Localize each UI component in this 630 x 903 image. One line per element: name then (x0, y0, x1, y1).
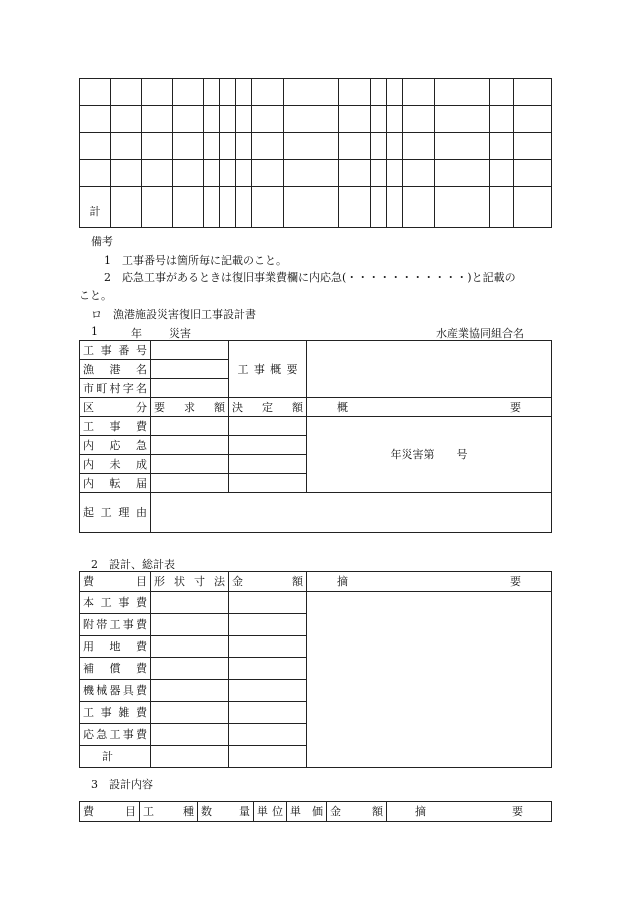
note-2-line1: 2 応急工事があるときは復旧事業費欄に内応急(・・・・・・・・・・・)と記載の (104, 271, 516, 284)
grid-row (80, 79, 552, 106)
s2-cell[interactable] (151, 592, 229, 614)
s3-tanka-header: 単価 (287, 802, 327, 822)
s2-cell[interactable] (229, 746, 307, 768)
koujihi-request[interactable] (151, 417, 229, 436)
city-value[interactable] (151, 379, 229, 398)
request-header: 要求額 (151, 398, 229, 417)
s2-row-label: 工事雑費 (80, 702, 151, 724)
work-no-value[interactable] (151, 341, 229, 360)
s3-summary-header: 摘 要 (387, 802, 552, 822)
grid-total-row (80, 187, 552, 228)
notes-title: 備考 (91, 235, 113, 248)
koujihi-decided[interactable] (229, 417, 307, 436)
section2-title: 2 設計、総計表 (91, 558, 175, 571)
s2-total-label: 計 (80, 746, 151, 768)
s2-cell[interactable] (151, 680, 229, 702)
kubun-header: 区分 (80, 398, 151, 417)
s2-kingaku-header: 金額 (229, 572, 307, 592)
disaster-label: 災害 (169, 327, 191, 340)
form1-table (79, 340, 552, 533)
koujihi-label: 工事費 (80, 417, 151, 436)
org-label: 水産業協同組合名 (436, 327, 524, 340)
decided-header: 決定額 (229, 398, 307, 417)
s2-cell[interactable] (229, 636, 307, 658)
s3-shu-header: 工種 (140, 802, 198, 822)
port-name-label: 漁港名 (80, 360, 151, 379)
port-name-value[interactable] (151, 360, 229, 379)
s2-row-label: 補償費 (80, 658, 151, 680)
reason-label: 起工理由 (80, 493, 151, 533)
s2-cell[interactable] (229, 592, 307, 614)
section-ro-title: ロ 漁港施設災害復旧工事設計書 (91, 308, 256, 321)
top-grid-table (79, 78, 552, 228)
s3-himoku-header: 費目 (80, 802, 140, 822)
ouky-label: 内応急 (80, 436, 151, 455)
s2-cell[interactable] (229, 724, 307, 746)
ouky-decided[interactable] (229, 436, 307, 455)
note-2-line2: こと。 (79, 289, 112, 302)
s2-cell[interactable] (151, 636, 229, 658)
s2-himoku-header: 費目 (80, 572, 151, 592)
tentodoke-decided[interactable] (229, 474, 307, 493)
work-summary-label: 工事概要 (229, 341, 307, 398)
city-label: 市町村字名 (80, 379, 151, 398)
form-number: 1 (91, 325, 98, 338)
mikansei-decided[interactable] (229, 455, 307, 474)
year-label: 年 (131, 327, 142, 340)
section2-table (79, 571, 552, 768)
s2-cell[interactable] (151, 724, 229, 746)
tentodoke-label: 内転届 (80, 474, 151, 493)
s2-summary-header: 摘 要 (307, 572, 552, 592)
s2-cell[interactable] (229, 680, 307, 702)
ouky-request[interactable] (151, 436, 229, 455)
work-summary-value[interactable] (307, 341, 552, 398)
disaster-number: 年災害第 号 (307, 417, 552, 493)
reason-value[interactable] (151, 493, 552, 533)
s2-row-label: 附帯工事費 (80, 614, 151, 636)
s2-summary-value[interactable] (307, 592, 552, 768)
mikansei-request[interactable] (151, 455, 229, 474)
s2-keijou-header: 形状寸法 (151, 572, 229, 592)
s2-cell[interactable] (151, 746, 229, 768)
s3-suryo-header: 数量 (198, 802, 254, 822)
total-label: 計 (80, 187, 111, 228)
s2-cell[interactable] (151, 658, 229, 680)
note-1: 1 工事番号は箇所毎に記載のこと。 (104, 254, 287, 267)
section3-title: 3 設計内容 (91, 778, 153, 791)
s2-row-label: 本工事費 (80, 592, 151, 614)
s2-row-label: 機械器具費 (80, 680, 151, 702)
tentodoke-request[interactable] (151, 474, 229, 493)
s2-cell[interactable] (151, 614, 229, 636)
work-no-label: 工事番号 (80, 341, 151, 360)
mikansei-label: 内未成 (80, 455, 151, 474)
s2-row-label: 応急工事費 (80, 724, 151, 746)
section3-table (79, 801, 552, 822)
s2-cell[interactable] (229, 614, 307, 636)
grid-row (80, 133, 552, 160)
grid-row (80, 106, 552, 133)
summary-header: 概 要 (307, 398, 552, 417)
grid-row (80, 160, 552, 187)
s3-kingaku-header: 金額 (327, 802, 387, 822)
s3-tani-header: 単位 (254, 802, 287, 822)
s2-cell[interactable] (229, 658, 307, 680)
s2-cell[interactable] (229, 702, 307, 724)
s2-cell[interactable] (151, 702, 229, 724)
s2-row-label: 用地費 (80, 636, 151, 658)
